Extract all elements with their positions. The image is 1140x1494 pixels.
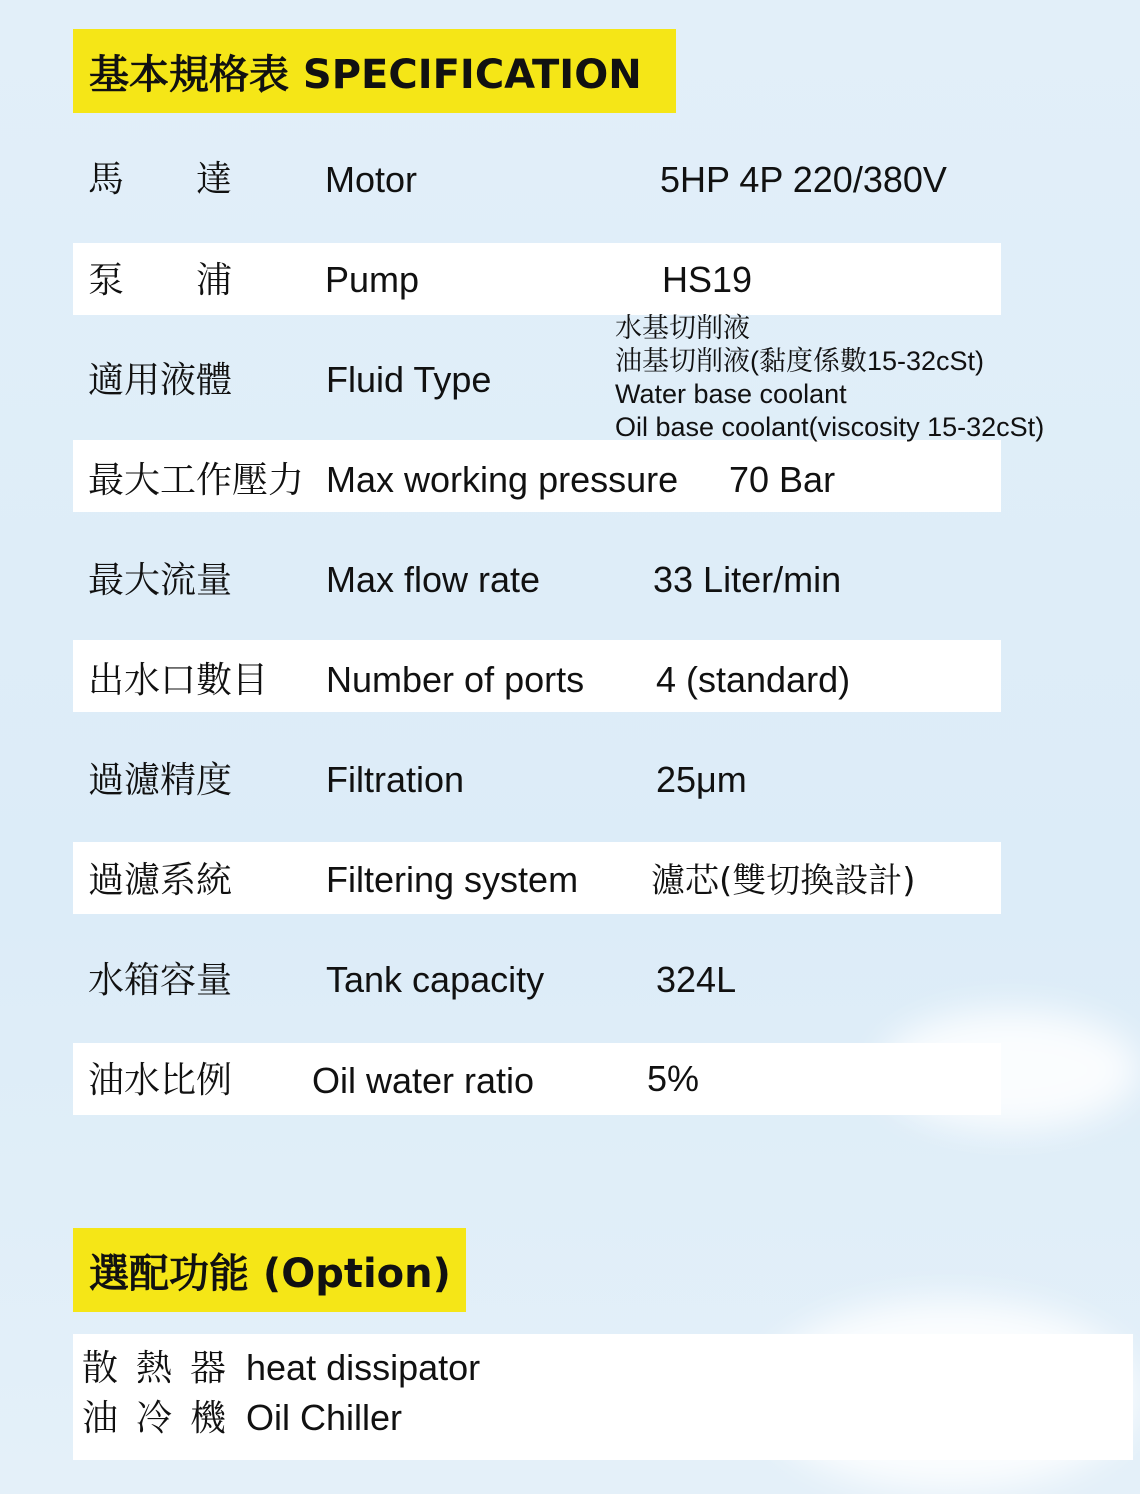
option-label-en: heat dissipator — [246, 1347, 481, 1388]
specification-heading — [73, 29, 676, 113]
spec-value: HS19 — [662, 259, 753, 300]
spec-value: 25μm — [656, 759, 747, 800]
spec-value: 5HP 4P 220/380V — [660, 159, 947, 200]
spec-label-en: Tank capacity — [326, 959, 545, 1000]
spec-label-zh: 出水口數目 — [88, 660, 269, 701]
spec-label-en: Number of ports — [326, 659, 585, 700]
fluid-type-value-line: 水基切削液 — [615, 313, 750, 343]
spec-label-zh: 過濾精度 — [88, 760, 233, 801]
spec-label-zh: 水箱容量 — [88, 960, 233, 1001]
fluid-type-value-line: Water base coolant — [615, 379, 847, 409]
option-item — [82, 1348, 480, 1389]
spec-label-en: Max working pressure — [326, 459, 679, 500]
option-heading-text: 選配功能 (Option) — [89, 1250, 451, 1297]
option-item — [82, 1398, 402, 1439]
spec-label-en: Oil water ratio — [312, 1060, 535, 1101]
spec-label-en: Motor — [325, 159, 418, 200]
option-heading — [73, 1228, 466, 1312]
spec-label-zh: 最大工作壓力 — [88, 460, 305, 501]
fluid-type-values — [615, 312, 1044, 444]
spec-value: 324L — [656, 959, 737, 1000]
spec-value: 4 (standard) — [656, 659, 851, 700]
spec-label-en: Filtering system — [326, 859, 579, 900]
spec-label-en: Filtration — [326, 759, 465, 800]
spec-value: 5% — [647, 1058, 700, 1099]
spec-label-zh: 最大流量 — [88, 560, 233, 601]
option-label-en: Oil Chiller — [246, 1397, 403, 1438]
spec-label-en: Max flow rate — [326, 559, 541, 600]
fluid-type-value-line: Oil base coolant(viscosity 15-32cSt) — [615, 412, 1045, 442]
spec-label-en: Fluid Type — [326, 359, 492, 400]
option-label-zh: 散熱器 — [82, 1348, 245, 1389]
spec-value: 70 Bar — [729, 459, 836, 500]
fluid-type-value-line: 油基切削液(黏度係數15-32cSt) — [615, 346, 985, 376]
spec-label-zh: 泵 浦 — [88, 260, 233, 301]
spec-label-en: Pump — [325, 259, 420, 300]
spec-label-zh: 過濾系統 — [88, 860, 233, 901]
spec-label-zh: 適用液體 — [88, 360, 233, 401]
spec-value: 濾芯(雙切換設計) — [651, 861, 916, 901]
spec-label-zh: 馬 達 — [88, 159, 233, 200]
spec-label-zh: 油水比例 — [88, 1060, 233, 1101]
specification-heading-text: 基本規格表 SPECIFICATION — [89, 51, 642, 98]
option-label-zh: 油冷機 — [82, 1398, 245, 1439]
spec-value: 33 Liter/min — [653, 559, 842, 600]
